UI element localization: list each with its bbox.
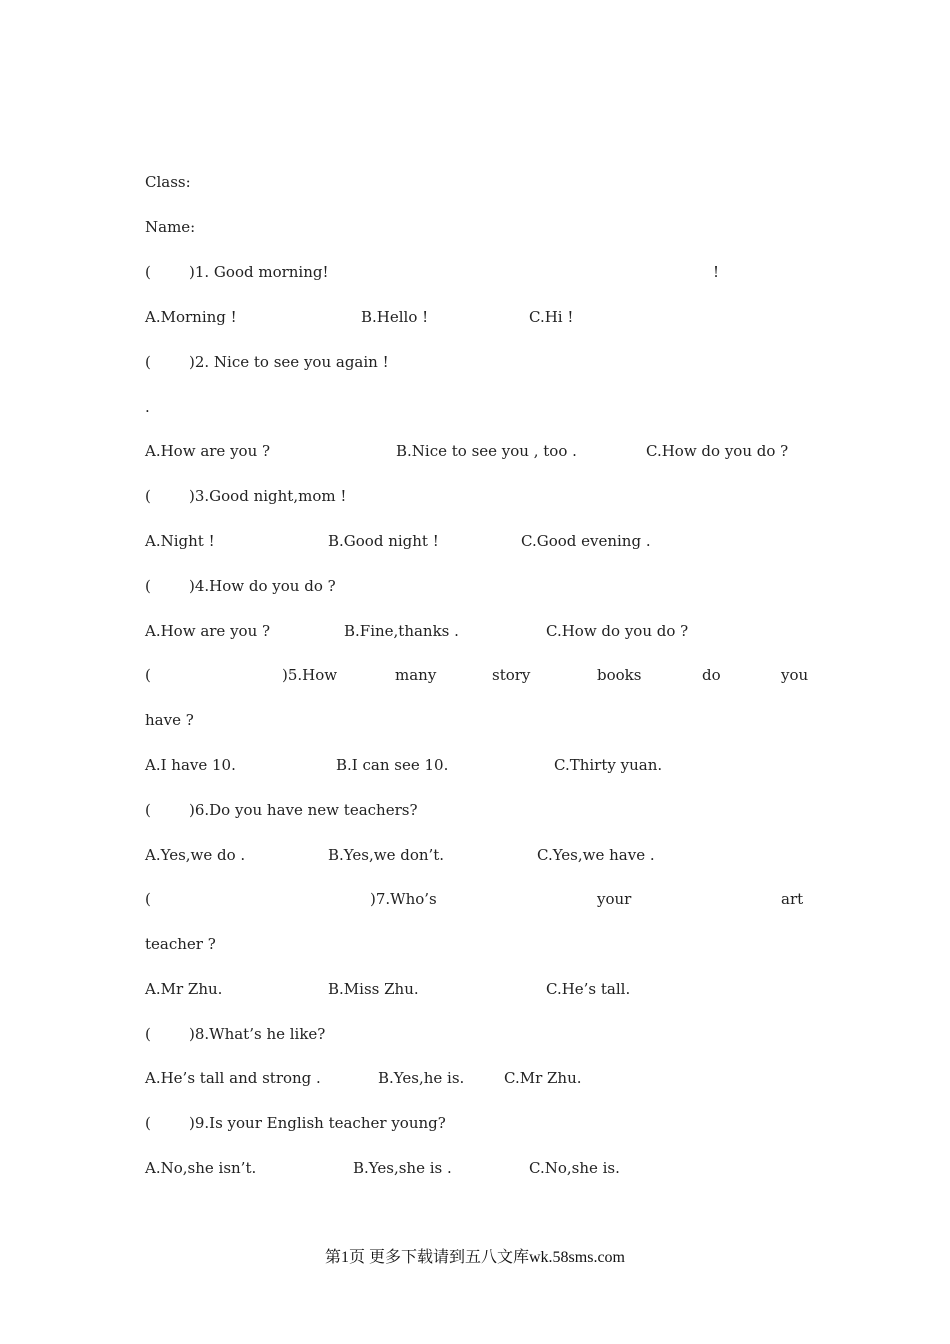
question-5-word: do [702, 666, 721, 684]
class-label: Class: [145, 173, 191, 191]
question-4-option-c: C.How do you do ? [546, 622, 689, 640]
question-3-option-c: C.Good evening . [521, 532, 651, 550]
question-5-word: you [781, 666, 809, 684]
question-5-word: books [597, 666, 642, 684]
question-2-option-b: B.Nice to see you , too . [396, 442, 577, 460]
question-9-option-a: A.No,she isn’t. [145, 1159, 257, 1177]
question-7-paren: ( [145, 890, 151, 908]
question-7-continuation: teacher ? [145, 935, 216, 953]
name-label: Name: [145, 218, 196, 236]
question-6-option-b: B.Yes,we don’t. [328, 846, 445, 864]
question-7-option-b: B.Miss Zhu. [328, 980, 419, 998]
question-8-option-a: A.He’s tall and strong . [145, 1069, 321, 1087]
question-1-prompt: ( )1. Good morning! [145, 263, 329, 281]
question-1-option-b: B.Hello ! [361, 308, 429, 326]
question-3-option-b: B.Good night ! [328, 532, 439, 550]
question-3-prompt: ( )3.Good night,mom ! [145, 487, 347, 505]
question-8-option-b: B.Yes,he is. [378, 1069, 465, 1087]
question-7-option-c: C.He’s tall. [546, 980, 631, 998]
question-9-prompt: ( )9.Is your English teacher young? [145, 1114, 446, 1132]
question-9-option-b: B.Yes,she is . [353, 1159, 452, 1177]
question-1-option-a: A.Morning ! [145, 308, 237, 326]
question-4-prompt: ( )4.How do you do ? [145, 577, 336, 595]
question-5-option-a: A.I have 10. [145, 756, 236, 774]
question-2-option-c: C.How do you do ? [646, 442, 789, 460]
question-5-option-c: C.Thirty yuan. [554, 756, 663, 774]
question-2-option-a: A.How are you ? [145, 442, 271, 460]
question-7-word: art [781, 890, 804, 908]
question-5-continuation: have ? [145, 711, 194, 729]
question-9-option-c: C.No,she is. [529, 1159, 620, 1177]
question-5-word: many [395, 666, 437, 684]
question-6-prompt: ( )6.Do you have new teachers? [145, 801, 418, 819]
question-4-option-a: A.How are you ? [145, 622, 271, 640]
question-5-word: story [492, 666, 531, 684]
question-7-option-a: A.Mr Zhu. [145, 980, 223, 998]
question-8-prompt: ( )8.What’s he like? [145, 1025, 326, 1043]
question-6-option-a: A.Yes,we do . [145, 846, 246, 864]
question-7-word: your [597, 890, 632, 908]
question-4-option-b: B.Fine,thanks . [344, 622, 459, 640]
page-footer: 第1页 更多下载请到五八文库wk.58sms.com [324, 1249, 625, 1266]
question-7-number: )7.Who’s [370, 890, 437, 908]
question-1-extra: ! [713, 263, 720, 281]
question-5-number: )5.How [282, 666, 338, 684]
question-2-prompt: ( )2. Nice to see you again ! [145, 353, 389, 371]
question-6-option-c: C.Yes,we have . [537, 846, 655, 864]
question-2-extra: . [145, 398, 150, 416]
question-8-option-c: C.Mr Zhu. [504, 1069, 582, 1087]
question-3-option-a: A.Night ! [145, 532, 215, 550]
question-5-paren: ( [145, 666, 151, 684]
question-5-option-b: B.I can see 10. [336, 756, 449, 774]
question-1-option-c: C.Hi ! [529, 308, 574, 326]
